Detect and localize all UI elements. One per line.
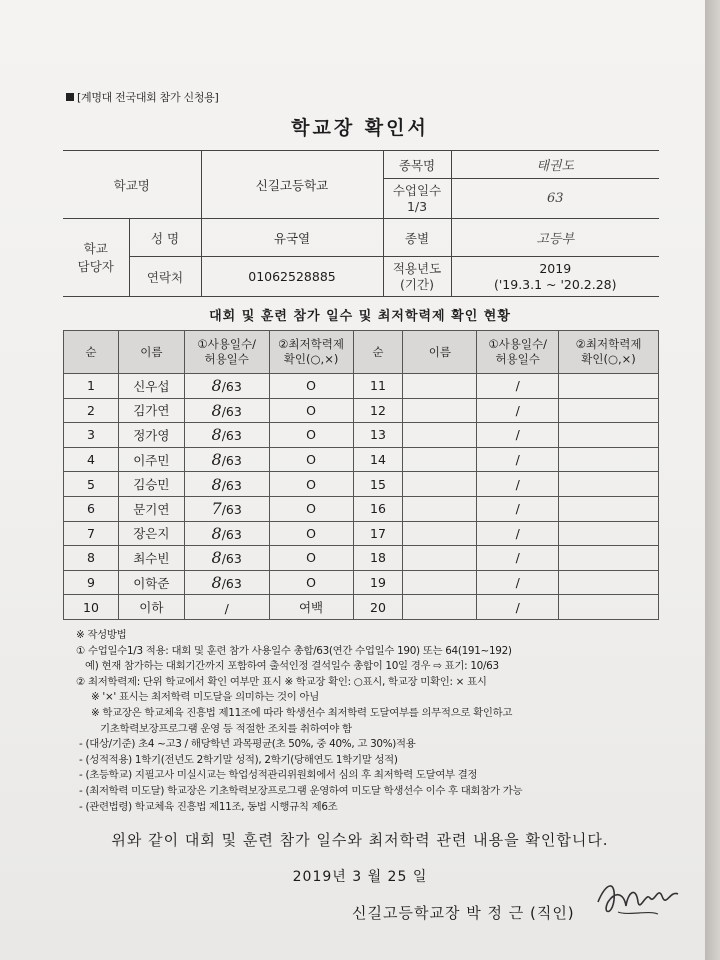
table-row xyxy=(64,595,659,620)
confirmation-statement: 위와 같이 대회 및 훈련 참가 일수와 최저학력 관련 내용을 확인합니다. xyxy=(111,831,609,849)
academic-check-2 xyxy=(559,423,659,448)
days-used-2: / xyxy=(477,447,559,472)
row-number-2: 17 xyxy=(353,521,403,546)
contact-label: 연락처 xyxy=(129,257,201,297)
academic-check-2 xyxy=(559,546,659,571)
class-days-label: 수업일수 1/3 xyxy=(383,179,451,219)
table-row xyxy=(64,398,659,423)
academic-check: O xyxy=(269,398,353,423)
student-name: 이주민 xyxy=(118,447,184,472)
apply-year-value: 2019 ('19.3.1 ~ '20.2.28) xyxy=(451,257,659,297)
table-row xyxy=(64,447,659,472)
academic-check: O xyxy=(269,570,353,595)
school-name-label: 학교명 xyxy=(63,151,201,219)
student-name-2 xyxy=(403,472,477,497)
confirmation-date: 2019년 3 월 25 일 xyxy=(292,869,428,885)
student-name: 이하 xyxy=(118,595,184,620)
academic-check: 여백 xyxy=(269,595,353,620)
student-name: 장은지 xyxy=(118,521,184,546)
writing-notes xyxy=(76,628,676,815)
student-name: 김승민 xyxy=(118,472,184,497)
student-name-2 xyxy=(403,447,477,472)
event-value: 태권도 xyxy=(451,151,659,179)
division-label: 종별 xyxy=(383,219,451,257)
row-number-2: 12 xyxy=(353,398,403,423)
days-used xyxy=(184,570,269,595)
form-tagline xyxy=(66,89,218,105)
row-number: 3 xyxy=(64,423,119,448)
contact-value: 01062528885 xyxy=(201,257,383,297)
division-value: 고등부 xyxy=(451,219,659,257)
table-row xyxy=(64,472,659,497)
academic-check-2 xyxy=(559,472,659,497)
days-total-value: /63 xyxy=(221,526,242,542)
school-name-value: 신길고등학교 xyxy=(201,151,383,219)
apply-year-label: 적용년도 (기간) xyxy=(383,257,451,297)
academic-check: O xyxy=(269,546,353,571)
note-line: - (관련법령) 학교체육 진흥법 제11조, 동법 시행규칙 제6조 xyxy=(76,800,338,813)
document-title: 학교장 확인서 xyxy=(291,117,429,139)
academic-check-2 xyxy=(559,595,659,620)
header-name: 이름 xyxy=(118,331,184,374)
days-total-value: / xyxy=(224,600,229,616)
participation-table xyxy=(63,330,659,620)
handwritten-signature xyxy=(588,872,688,924)
header-no: 순 xyxy=(64,331,119,374)
note-line: ※ 학교장은 학교체육 진흥법 제11조에 따라 학생선수 최저학력 도달여부를 의무적으로 확인하고 xyxy=(76,706,513,719)
table-row xyxy=(64,496,659,521)
row-number: 10 xyxy=(64,595,119,620)
days-used-value: 8 xyxy=(211,523,222,543)
header-days-2: ①사용일수/ 허용일수 xyxy=(477,331,559,374)
note-line: - (대상/기준) 초4 ~고3 / 해당학년 과목평균(초 50%, 중 40%, 고 30%)적용 xyxy=(76,738,416,751)
student-name-2 xyxy=(403,496,477,521)
row-number: 6 xyxy=(64,496,119,521)
days-total-value: /63 xyxy=(221,403,242,419)
days-total-value: /63 xyxy=(221,576,242,592)
school-info-table xyxy=(63,150,659,297)
header-days: ①사용일수/ 허용일수 xyxy=(184,331,269,374)
days-used-2: / xyxy=(477,546,559,571)
student-name-2 xyxy=(403,570,477,595)
table-row xyxy=(64,423,659,448)
days-used-2: / xyxy=(477,496,559,521)
days-used-2: / xyxy=(477,472,559,497)
days-used-2: / xyxy=(477,398,559,423)
student-name-2 xyxy=(403,546,477,571)
days-used xyxy=(184,423,269,448)
days-used xyxy=(184,595,269,620)
table-header-row xyxy=(64,331,659,374)
days-used xyxy=(184,521,269,546)
row-number: 2 xyxy=(64,398,119,423)
days-used xyxy=(184,472,269,497)
row-number-2: 16 xyxy=(353,496,403,521)
row-number: 9 xyxy=(64,570,119,595)
row-number-2: 18 xyxy=(353,546,403,571)
student-name-2 xyxy=(403,595,477,620)
days-used xyxy=(184,546,269,571)
days-total-value: /63 xyxy=(221,428,242,444)
days-used xyxy=(184,496,269,521)
event-label: 종목명 xyxy=(383,151,451,179)
class-days-value: 63 xyxy=(451,179,659,219)
row-number-2: 15 xyxy=(353,472,403,497)
row-number-2: 11 xyxy=(353,374,403,399)
row-number-2: 13 xyxy=(353,423,403,448)
academic-check: O xyxy=(269,496,353,521)
academic-check: O xyxy=(269,374,353,399)
page-edge-shadow xyxy=(705,0,720,960)
row-number: 5 xyxy=(64,472,119,497)
days-used-value: 8 xyxy=(211,400,222,420)
days-used xyxy=(184,447,269,472)
manager-name-value: 유국열 xyxy=(201,219,383,257)
academic-check: O xyxy=(269,472,353,497)
days-total-value: /63 xyxy=(221,551,242,567)
row-number-2: 14 xyxy=(353,447,403,472)
table-row xyxy=(64,521,659,546)
note-line: ② 최저학력제: 단위 학교에서 확인 여부만 표시 ※ 학교장 확인: ○표시, 학교장 미확인: × 표시 xyxy=(76,675,487,688)
student-name-2 xyxy=(403,521,477,546)
row-number-2: 20 xyxy=(353,595,403,620)
row-number: 8 xyxy=(64,546,119,571)
days-used-value: 8 xyxy=(211,376,222,396)
note-line: - (성적적용) 1학기(전년도 2학기말 성적), 2학기(당해연도 1학기말 성적) xyxy=(76,753,398,766)
note-line: - (최저학력 미도달) 학교장은 기초학력보장프로그램 운영하여 미도달 학생선수 이수 후 대회참가 가능 xyxy=(76,784,523,797)
days-used-value: 8 xyxy=(211,548,222,568)
table-row xyxy=(64,374,659,399)
header-no-2: 순 xyxy=(353,331,403,374)
days-used-2: / xyxy=(477,521,559,546)
student-name: 이학준 xyxy=(118,570,184,595)
student-name-2 xyxy=(403,423,477,448)
student-name: 정가영 xyxy=(118,423,184,448)
tagline-text: [계명대 전국대회 참가 신청용] xyxy=(77,91,219,104)
academic-check: O xyxy=(269,423,353,448)
header-check-2: ②최저학력제 확인(○,×) xyxy=(559,331,659,374)
note-line: 예) 현재 참가하는 대회기간까지 포함하여 출석인정 결석일수 총합이 10일 경우 ⇨ 표기: 10/63 xyxy=(76,660,499,673)
days-used-value: 8 xyxy=(211,573,222,593)
note-line: ① 수업일수1/3 적용: 대회 및 훈련 참가 사용일수 총합/63(연간 수업일수 190) 또는 64(191~192) xyxy=(76,644,512,657)
days-total-value: /63 xyxy=(221,379,242,395)
table-row xyxy=(64,570,659,595)
days-used-2: / xyxy=(477,423,559,448)
days-used xyxy=(184,374,269,399)
row-number: 4 xyxy=(64,447,119,472)
days-used-value: 7 xyxy=(211,499,222,519)
days-used-2: / xyxy=(477,570,559,595)
student-name: 최수빈 xyxy=(118,546,184,571)
note-line: - (초등학교) 지필고사 미실시교는 학업성적관리위원회에서 심의 후 최저학력 도달여부 결정 xyxy=(76,769,478,782)
days-used-value: 8 xyxy=(211,450,222,470)
manager-name-label: 성 명 xyxy=(129,219,201,257)
academic-check-2 xyxy=(559,570,659,595)
square-bullet-icon xyxy=(66,93,74,101)
section-title: 대회 및 훈련 참가 일수 및 최저학력제 확인 현황 xyxy=(209,309,511,324)
student-name: 김가연 xyxy=(118,398,184,423)
days-used-2: / xyxy=(477,595,559,620)
note-line: ※ '×' 표시는 최저학력 미도달을 의미하는 것이 아님 xyxy=(76,691,319,704)
days-total-value: /63 xyxy=(221,453,242,469)
table-row xyxy=(64,546,659,571)
academic-check-2 xyxy=(559,496,659,521)
note-line: ※ 작성방법 xyxy=(76,629,127,641)
row-number: 7 xyxy=(64,521,119,546)
academic-check-2 xyxy=(559,374,659,399)
header-name-2: 이름 xyxy=(403,331,477,374)
student-name-2 xyxy=(403,374,477,399)
days-used-2: / xyxy=(477,374,559,399)
row-number-2: 19 xyxy=(353,570,403,595)
days-total-value: /63 xyxy=(221,502,242,518)
student-name: 문기연 xyxy=(118,496,184,521)
days-used xyxy=(184,398,269,423)
academic-check-2 xyxy=(559,398,659,423)
academic-check: O xyxy=(269,521,353,546)
days-used-value: 8 xyxy=(211,474,222,494)
academic-check-2 xyxy=(559,447,659,472)
principal-signature-line: 신길고등학교장 박 정 근 (직인) xyxy=(352,904,575,922)
academic-check-2 xyxy=(559,521,659,546)
note-line: 기초학력보장프로그램 운영 등 적절한 조치를 취하여야 함 xyxy=(76,722,352,735)
student-name: 신우섭 xyxy=(118,374,184,399)
manager-label: 학교 담당자 xyxy=(63,219,129,297)
row-number: 1 xyxy=(64,374,119,399)
days-total-value: /63 xyxy=(221,477,242,493)
academic-check: O xyxy=(269,447,353,472)
days-used-value: 8 xyxy=(211,425,222,445)
student-name-2 xyxy=(403,398,477,423)
header-check: ②최저학력제 확인(○,×) xyxy=(269,331,353,374)
